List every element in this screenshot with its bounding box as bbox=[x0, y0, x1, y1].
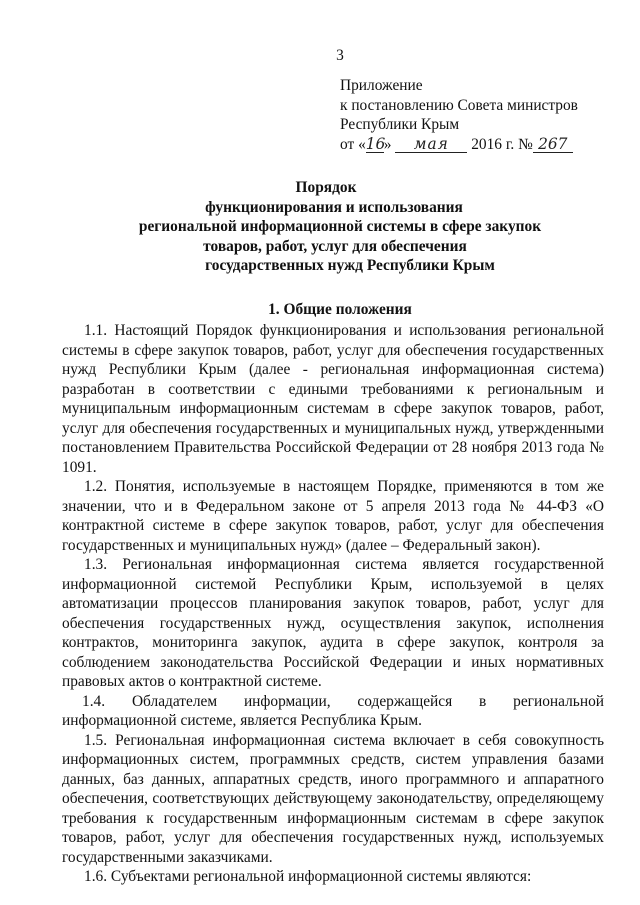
handwritten-day: 16 bbox=[365, 134, 386, 153]
title-line-2: функционирования и использования bbox=[205, 198, 463, 216]
title-line-3: региональной информационной системы в сфере закупок bbox=[138, 218, 542, 235]
section-heading: 1. Общие положения bbox=[268, 301, 412, 318]
date-year: 2016 г. № bbox=[471, 135, 533, 153]
appendix-line-2: к постановлению Совета министров bbox=[340, 96, 578, 114]
title-line-1: Порядок bbox=[295, 179, 357, 196]
date-mid: » bbox=[383, 135, 392, 153]
date-prefix: от « bbox=[340, 135, 366, 153]
document-title bbox=[0, 178, 640, 276]
page-number: 3 bbox=[336, 47, 344, 64]
paragraph-1-1: 1.1. Настоящий Порядок функционирования и использования региональной системы в сфере закупок товаров, работ, услуг для обеспечения государственных нужд Республики Крым (далее - региональная информационная система) разработан в соответствии с едиными требованиями к региональным и муниципальным информационным системам в сфере закупок товаров, работ, услуг для обеспечения государственных и муниципальных нужд, утвержденными постановлением Правительства Российской Федерации от 28 ноября 2013 года № 1091. bbox=[62, 322, 604, 476]
paragraph-1-6: 1.6. Субъектами региональной информационной системы являются: bbox=[84, 868, 532, 885]
title-line-4: товаров, работ, услуг для обеспечения bbox=[203, 237, 467, 255]
appendix-date-line bbox=[340, 135, 620, 155]
paragraph-1-3: 1.3. Региональная информационная система является государственной информационной системой Республики Крым, используемой в целях автоматизации процессов планирования закупок товаров, работ, услуг для обеспечения государственных нужд, осуществления закупок, исполнения контрактов, мониторинга закупок, аудита в сфере закупок, контроля за соблюдением законодательства Российской Федерации и иных нормативных правовых актов о контрактной системе. bbox=[62, 556, 604, 690]
paragraph-1-5: 1.5. Региональная информационная система включает в себя совокупность информационных систем, программных средств, систем управления базами данных, баз данных, аппаратных средств, иного программного и аппаратного обеспечения, соответствующих действующему законодательству, определяющему требования к государственным информационным системам в сфере закупок товаров, работ, услуг для обеспечения государственных нужд, используемых государственными заказчиками. bbox=[62, 731, 604, 866]
handwritten-month: мая bbox=[395, 136, 467, 153]
appendix-header bbox=[340, 76, 620, 154]
appendix-line-1: Приложение bbox=[340, 77, 423, 94]
title-line-5: государственных нужд Республики Крым bbox=[205, 257, 495, 274]
paragraph-1-2: 1.2. Понятия, используемые в настоящем Порядке, применяются в том же значении, что и в Федеральном законе от 5 апреля 2013 года № 44-ФЗ «О контрактной системе в сфере закупок товаров, работ, услуг для обеспечения государственных и муниципальных нужд» (далее – Федеральный закон). bbox=[62, 478, 604, 554]
appendix-line-3: Республики Крым bbox=[340, 116, 460, 133]
document-body bbox=[62, 321, 604, 887]
handwritten-doc-number: 267 bbox=[533, 136, 573, 153]
paragraph-1-4: 1.4. Обладателем информации, содержащейся в региональной информационной системе, является Республика Крым. bbox=[62, 692, 604, 729]
